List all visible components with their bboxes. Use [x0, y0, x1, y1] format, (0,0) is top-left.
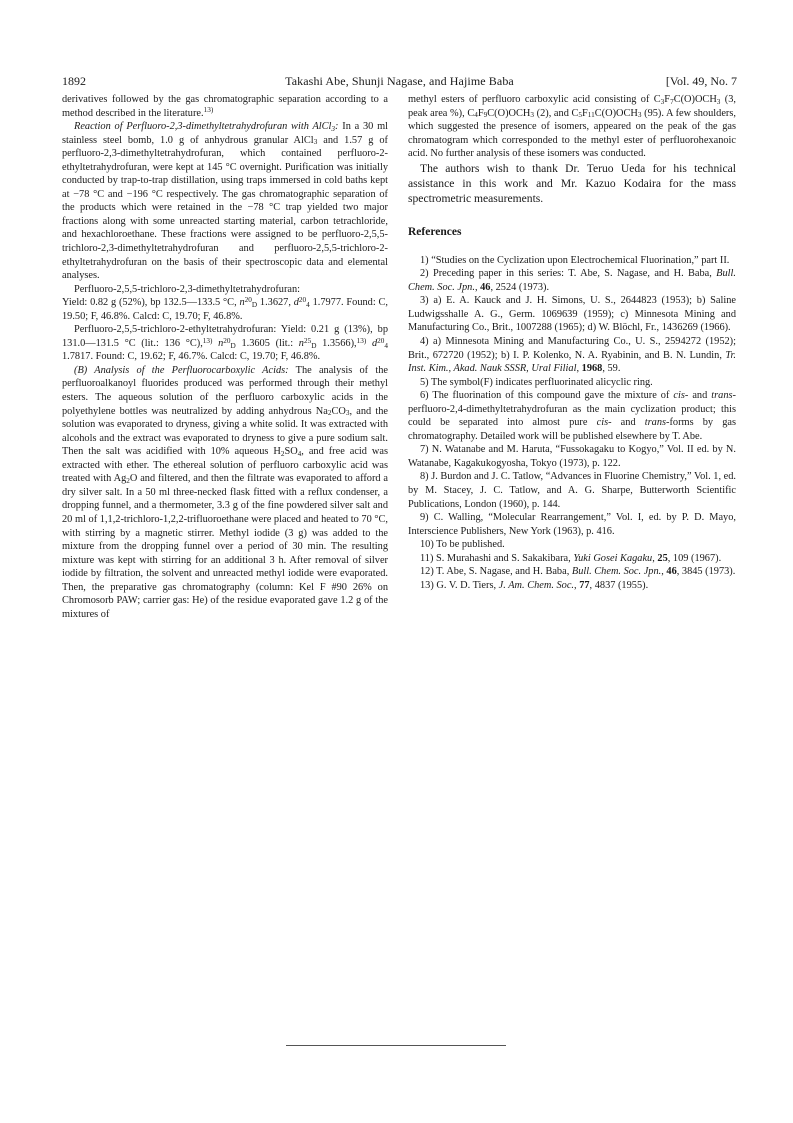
reference-list: [408, 254, 736, 593]
references-heading: References: [408, 225, 462, 238]
acknowledgement: The authors wish to thank Dr. Teruo Ueda for his technical assistance in this work and Mr. Kazuo Kodaira for the mass spectrometric measurements.: [408, 161, 736, 205]
running-authors: Takashi Abe, Shunji Nagase, and Hajime Baba: [285, 74, 514, 88]
reference-item: 13) G. V. D. Tiers, J. Am. Chem. Soc., 77, 4837 (1955).: [420, 579, 649, 591]
compound-data-dimethyl: Yield: 0.82 g (52%), bp 132.5—133.5 °C, $n^{20}_D$ 1.3627, $d^{20}_4$ 1.7977. Found: C, 19.50; F, 46.8%. Calcd: C, 19.70; F, 46.8%.: [62, 295, 389, 322]
compound-name-dimethyl: Perfluoro-2,5,5-trichloro-2,3-dimethyltetrahydrofuran:: [74, 283, 301, 295]
page-number: 1892: [62, 74, 86, 88]
reference-item: 8) J. Burdon and J. C. Tatlow, “Advances in Fluorine Chemistry,” Vol. 1, ed. by M. Stacey, J. C. Tatlow, and A. G. Sharpe, Butterworth Scientific Publications, London (1960), p. 144.: [408, 471, 736, 510]
section-title-alcl3: Reaction of Perfluoro-2,3-dimethyltetrahydrofuran with AlCl$_3$:: [74, 121, 339, 133]
left-column: [62, 93, 388, 621]
reference-item: 7) N. Watanabe and M. Haruta, “Fussokagaku to Kogyo,” Vol. II ed. by N. Watanabe, Kagakukogyosha, Tokyo (1973), p. 122.: [408, 444, 736, 469]
reference-item: 1) “Studies on the Cyclization upon Electrochemical Fluorination,” part II.: [420, 254, 730, 266]
volume-issue: [Vol. 49, No. 7: [665, 74, 737, 88]
reference-item: 4) a) Minnesota Mining and Manufacturing Co., U. S., 2594272 (1952); Brit., 672720 (1952); b) I. P. Kolenko, N. A. Ryabinin, and B. N. Lundin, Tr. Inst. Kim., Akad. Nauk SSSR, Ural Filial, 1968, 59.: [408, 336, 736, 375]
compound-data-ethyl: Perfluoro-2,5,5-trichloro-2-ethyltetrahydrofuran: Yield: 0.21 g (13%), bp 131.0—131.5 °C (lit.: 136 °C),$^{13)}$ $n^{20}_D$ 1.3605 (lit.: $n^{25}_D$ 1.3566),$^{13)}$ $d^{20}_4$ 1.7817. Found: C, 19.62; F, 46.7%. Calcd: C, 19.70; F, 46.8%.: [62, 324, 388, 363]
reference-item: 2) Preceding paper in this series: T. Abe, S. Nagase, and H. Baba, Bull. Chem. Soc. Jpn., 46, 2524 (1973).: [408, 268, 736, 293]
paragraph-intro-continued: derivatives followed by the gas chromatographic separation according to a method described in the literature.$^{13)}$: [62, 94, 388, 119]
reference-item: 3) a) E. A. Kauck and J. H. Simons, U. S., 2644823 (1953); b) Saline Ludwigsshalle A. G., Germ. 1069639 (1959); c) Minnesota Mining and Manufacturing Co., Brit., 1007288 (1965); d) W. Blöchl, Fr., 1436269 (1966).: [408, 295, 736, 334]
reference-item: 9) C. Walling, “Molecular Rearrangement,” Vol. I, ed. by P. D. Mayo, Interscience Publishers, New York (1963), p. 416.: [408, 512, 736, 537]
reference-item: 5) The symbol(F) indicates perfluorinated alicyclic ring.: [420, 376, 653, 388]
end-rule: [286, 1045, 506, 1046]
paragraph-acid-analysis: (B) Analysis of the Perfluorocarboxylic Acids: The analysis of the perfluoroalkanoyl fluorides produced was performed through their methyl esters. The aqueous solution of the perfluoro carboxylic acids in the polyethylene bottles was neutralized by adding anhydrous $Na_2CO_3$, and the solution was evaporated to dryness, giving a white solid. It was extracted with alcohols and the extract was evaporated to dryness to give a pure sodium salt. Then the salt was acidified with 10% aqueous $H_2SO_4$, and free acid was extracted with ether. The ethereal solution of perfluoro carboxylic acid was treated with $Ag_2O$ and filtered, and then the filtrate was evaporated to afford a dry silver salt. In a 50 ml three-necked flask fitted with a reflux condenser, a dropping funnel, and a thermometer, 3.3 g of the fine powdered silver salt and 20 ml of 1,1,2-trichloro-1,2,2-trifluoroethane were placed and heated to 70 °C, with stirring by a magnetic stirrer. Methyl iodide (3 g) was added to the mixture from the dropping funnel over a period of 30 min. The resulting mixture was kept with stirring for an additional 3 h. After removal of silver iodide by filtration, the solvent and unreacted methyl iodide were evaporated. Then, the preparative gas chromatography (column: Kel F #90 26% on Chromosorb PAW; carrier gas: He) of the residue evaporated gave 1.2 g of the mixtures of: [62, 364, 388, 620]
reference-item: 10) To be published.: [420, 539, 505, 551]
reference-item: 11) S. Murahashi and S. Sakakibara, Yuki Gosei Kagaku, 25, 109 (1967).: [420, 552, 722, 564]
reference-item: 6) The fluorination of this compound gave the mixture of cis- and trans-perfluoro-2,4-dimethyltetrahydrofuran as the main cyclization product; this could be separated into almost pure cis- and trans-forms by gas chromatography. Detailed work will be published elsewhere by T. Abe.: [408, 390, 736, 442]
paragraph-methyl-esters: methyl esters of perfluoro carboxylic acid consisting of $C_3F_7C(O)OCH_3$ (3, peak area %), $C_4F_9C(O)OCH_3$ (2), and $C_5F_{11}C(O)OCH_3$ (95). A few shoulders, which suggested the presence of isomers, appeared on the peak of the gas chromatogram which corresponded to the methyl ester of perfluorohexanoic acid. No further analysis of these isomers was conducted.: [408, 94, 736, 160]
section-title-acid-analysis: (B) Analysis of the Perfluorocarboxylic Acids:: [74, 364, 289, 376]
right-column: [408, 93, 736, 592]
reference-item: 12) T. Abe, S. Nagase, and H. Baba, Bull. Chem. Soc. Jpn., 46, 3845 (1973).: [420, 566, 736, 578]
paragraph-alcl3-reaction: Reaction of Perfluoro-2,3-dimethyltetrahydrofuran with AlCl$_3$: In a 30 ml stainless steel bomb, 1.0 g of anhydrous granular AlCl$_3$ and 1.57 g of perfluoro-2,3-dimethyltetrahydrofuran, which contained perfluoro-2-ethyltetrahydrofuran, were kept at 145 °C overnight. Purification was initially conducted by trap-to-trap distillation, using traps immersed in cold baths kept at −78 °C and −196 °C respectively. The gas chromatographic separation of the products which were retained in the −78 °C trap yielded two major fractions along with some unreacted starting material, carbon tetrachloride, and hexachloroethane. These fractions were assigned to be perfluoro-2,5,5-trichloro-2,3-dimethyltetrahydrofuran and perfluoro-2,5,5-trichloro-2-ethyltetrahydrofuran on the basis of their spectroscopic data and elemental analyses.: [62, 121, 388, 282]
